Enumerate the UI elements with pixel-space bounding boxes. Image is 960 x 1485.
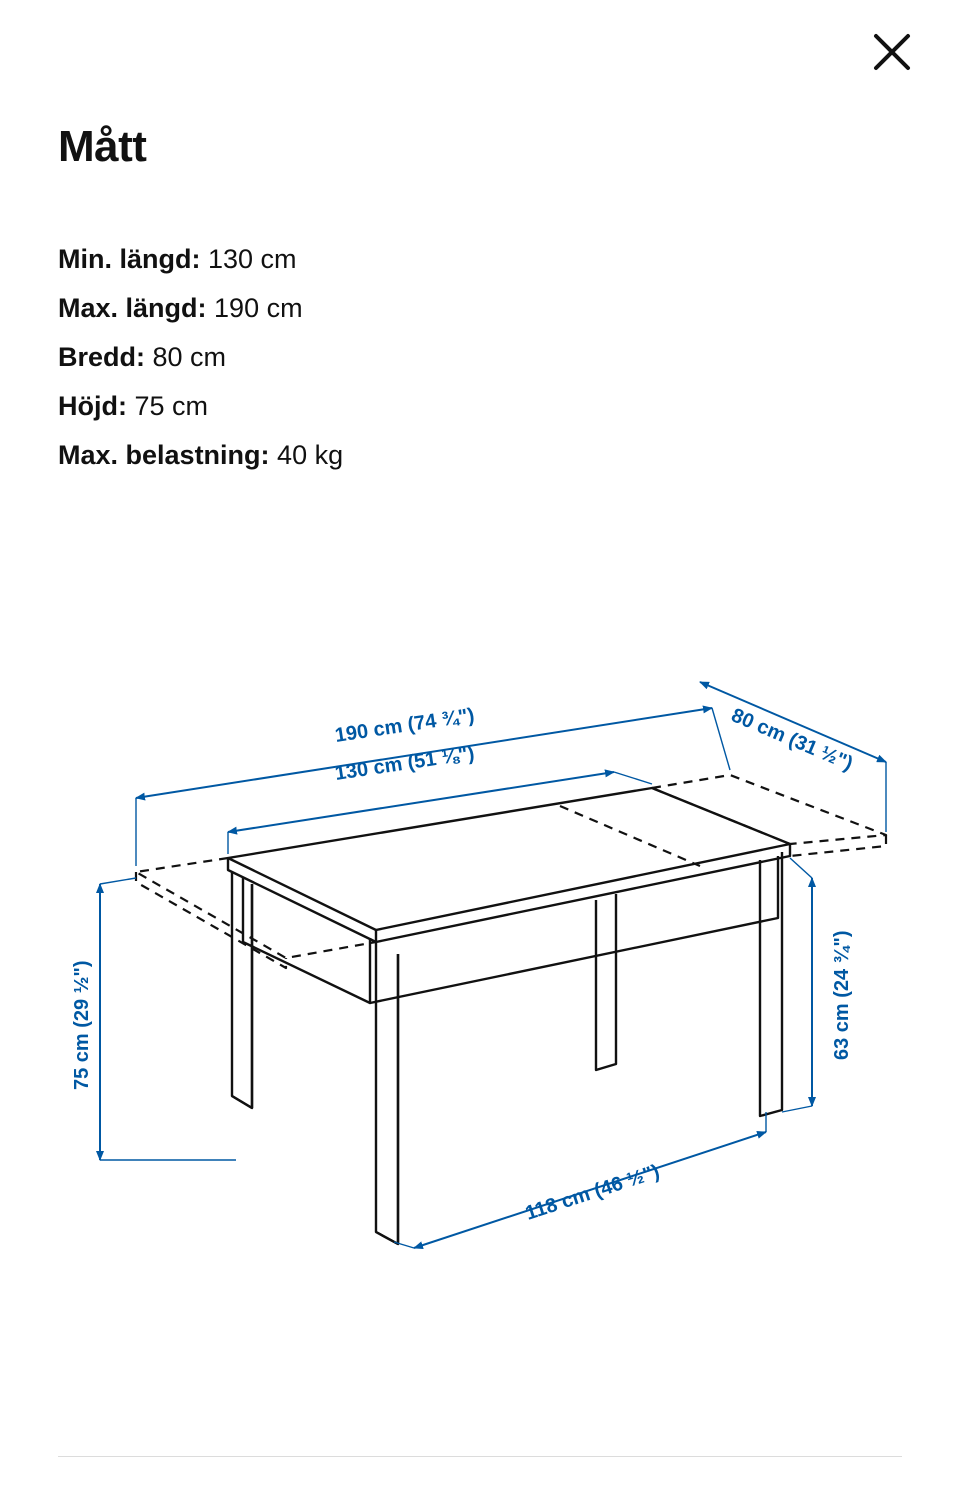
dimension-diagram: [0, 620, 960, 1320]
spec-label: Bredd:: [58, 342, 145, 372]
list-item: [58, 431, 698, 480]
spec-value: 190 cm: [214, 293, 303, 323]
dimension-label-length-max: 190 cm (74 ¾"): [333, 704, 476, 747]
list-item: [58, 382, 698, 431]
spec-value: 40 kg: [277, 440, 344, 470]
list-item: [58, 235, 698, 284]
close-button[interactable]: [868, 28, 916, 76]
dimension-lines: [100, 682, 886, 1248]
spec-value: 80 cm: [152, 342, 227, 372]
table-extension-dashed: [136, 775, 886, 968]
table-illustration: [228, 788, 790, 1244]
spec-label: Min. längd:: [58, 244, 201, 274]
spec-value: 130 cm: [208, 244, 297, 274]
spec-label: Max. belastning:: [58, 440, 270, 470]
measurements-list: [58, 235, 698, 480]
dimension-label-clearance-height: 63 cm (24 ¾"): [831, 930, 853, 1060]
spec-value: 75 cm: [134, 391, 209, 421]
spec-label: Max. längd:: [58, 293, 207, 323]
spec-label: Höjd:: [58, 391, 127, 421]
bottom-divider: [58, 1456, 902, 1457]
list-item: [58, 284, 698, 333]
list-item: [58, 333, 698, 382]
close-icon: [872, 32, 912, 72]
dimension-label-leg-span: 118 cm (46 ½"): [522, 1160, 663, 1225]
dimension-label-length-min: 130 cm (51 ⅛"): [333, 742, 476, 785]
page-title: Mått: [58, 122, 147, 171]
dimension-label-height: 75 cm (29 ½"): [71, 960, 93, 1090]
dimension-label-width: 80 cm (31 ½"): [728, 704, 856, 776]
